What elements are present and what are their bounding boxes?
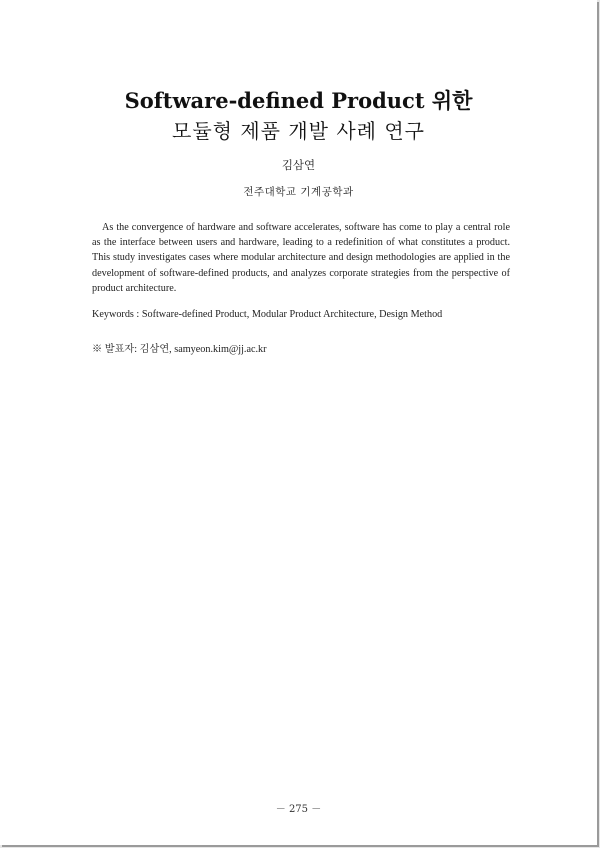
page-number: － 275 －: [275, 804, 322, 815]
abstract-text: As the convergence of hardware and software accelerates, software has come to play a central role as the interface between users and hardware, leading to a redefinition of what constitutes a product. This study investigates cases where modular architecture and design methodologies are applied in the development of software-defined products, and analyzes corporate strategies from the perspective of product architecture.: [92, 222, 510, 294]
keywords-text: Software-defined Product, Modular Product Architecture, Design Method: [141, 309, 443, 320]
keywords: [92, 309, 522, 320]
author-affiliation: 전주대학교 기계공학과: [243, 186, 354, 198]
keywords-label: Keywords :: [92, 309, 142, 320]
title-line-1: Software-defined Product 위한: [124, 88, 473, 113]
presenter-label: ※ 발표자:: [92, 344, 140, 355]
presenter-text: 김삼연, samyeon.kim@jj.ac.kr: [139, 344, 267, 355]
paper-title: [0, 86, 597, 146]
presenter-note: [92, 340, 522, 355]
author-name: 김삼연: [281, 158, 316, 172]
title-line-2: 모듈형 제품 개발 사례 연구: [172, 119, 425, 143]
